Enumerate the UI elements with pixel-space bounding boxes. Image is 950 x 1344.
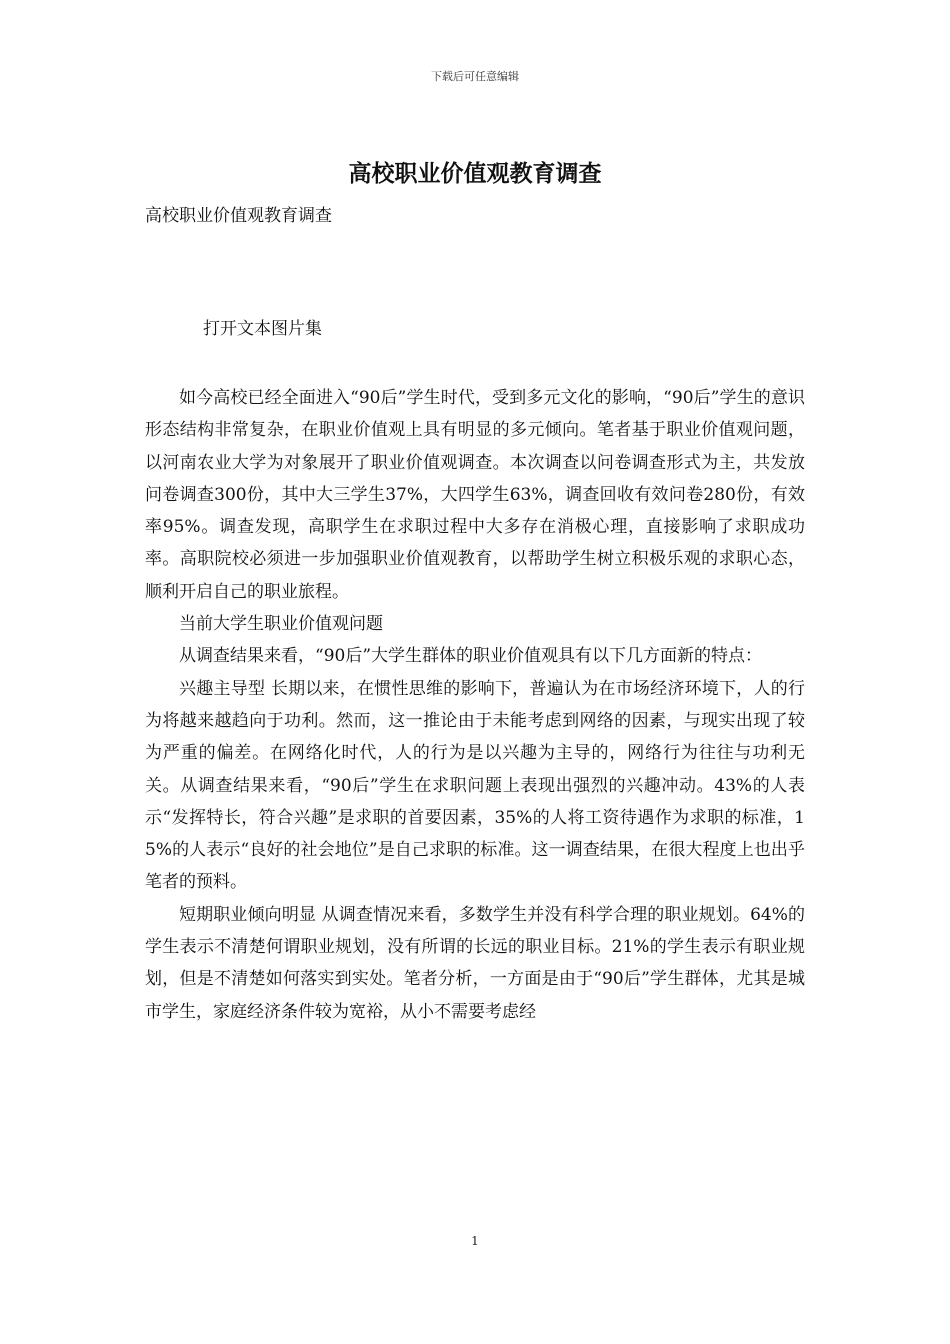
document-subtitle: 高校职业价值观教育调查 xyxy=(145,206,332,226)
paragraph-short-term: 短期职业倾向明显 从调查情况来看，多数学生并没有科学合理的职业规划。64%的学生表示不清楚何谓职业规划，没有所谓的长远的职业目标。21%的学生表示有职业规划，但是不清楚如何落实到实处。笔者分析，一方面是由于“90后”学生群体，尤其是城市学生，家庭经济条件较为宽裕，从小不需要考虑经 xyxy=(145,904,805,1022)
paragraph-intro: 如今高校已经全面进入“90后”学生时代，受到多元文化的影响，“90后”学生的意识形态结构非常复杂，在职业价值观上具有明显的多元倾向。笔者基于职业价值观问题，以河南农业大学为对象展开了职业价值观调查。本次调查以问卷调查形式为主，共发放问卷调查300份，其中大三学生37%，大四学生63%，调查回收有效问卷280份，有效率95%。调查发现，高职学生在求职过程中大多存在消极心理，直接影响了求职成功率。高职院校必须进一步加强职业价值观教育，以帮助学生树立积极乐观的求职心态，顺利开启自己的职业旅程。 xyxy=(145,388,805,602)
paragraph-interest: 兴趣主导型 长期以来，在惯性思维的影响下，普遍认为在市场经济环境下，人的行为将越来越趋向于功利。然而，这一推论由于未能考虑到网络的因素，与现实出现了较为严重的偏差。在网络化时代，人的行为是以兴趣为主导的，网络行为往往与功利无关。从调查结果来看，“90后”学生在求职问题上表现出强烈的兴趣冲动。43%的人表示“发挥特长，符合兴趣”是求职的首要因素，35%的人将工资待遇作为求职的标准，15%的人表示“良好的社会地位”是自己求职的标准。这一调查结果，在很大程度上也出乎笔者的预料。 xyxy=(145,678,805,893)
page-number: 1 xyxy=(471,1234,479,1248)
document-title: 高校职业价值观教育调查 xyxy=(348,160,602,187)
body-text xyxy=(145,382,805,1028)
header-note: 下载后可任意编辑 xyxy=(431,70,519,83)
paragraph-overview: 从调查结果来看，“90后”大学生群体的职业价值观具有以下几方面新的特点： xyxy=(179,646,763,667)
open-image-gallery-link[interactable]: 打开文本图片集 xyxy=(203,319,322,339)
section-heading: 当前大学生职业价值观问题 xyxy=(179,614,383,635)
